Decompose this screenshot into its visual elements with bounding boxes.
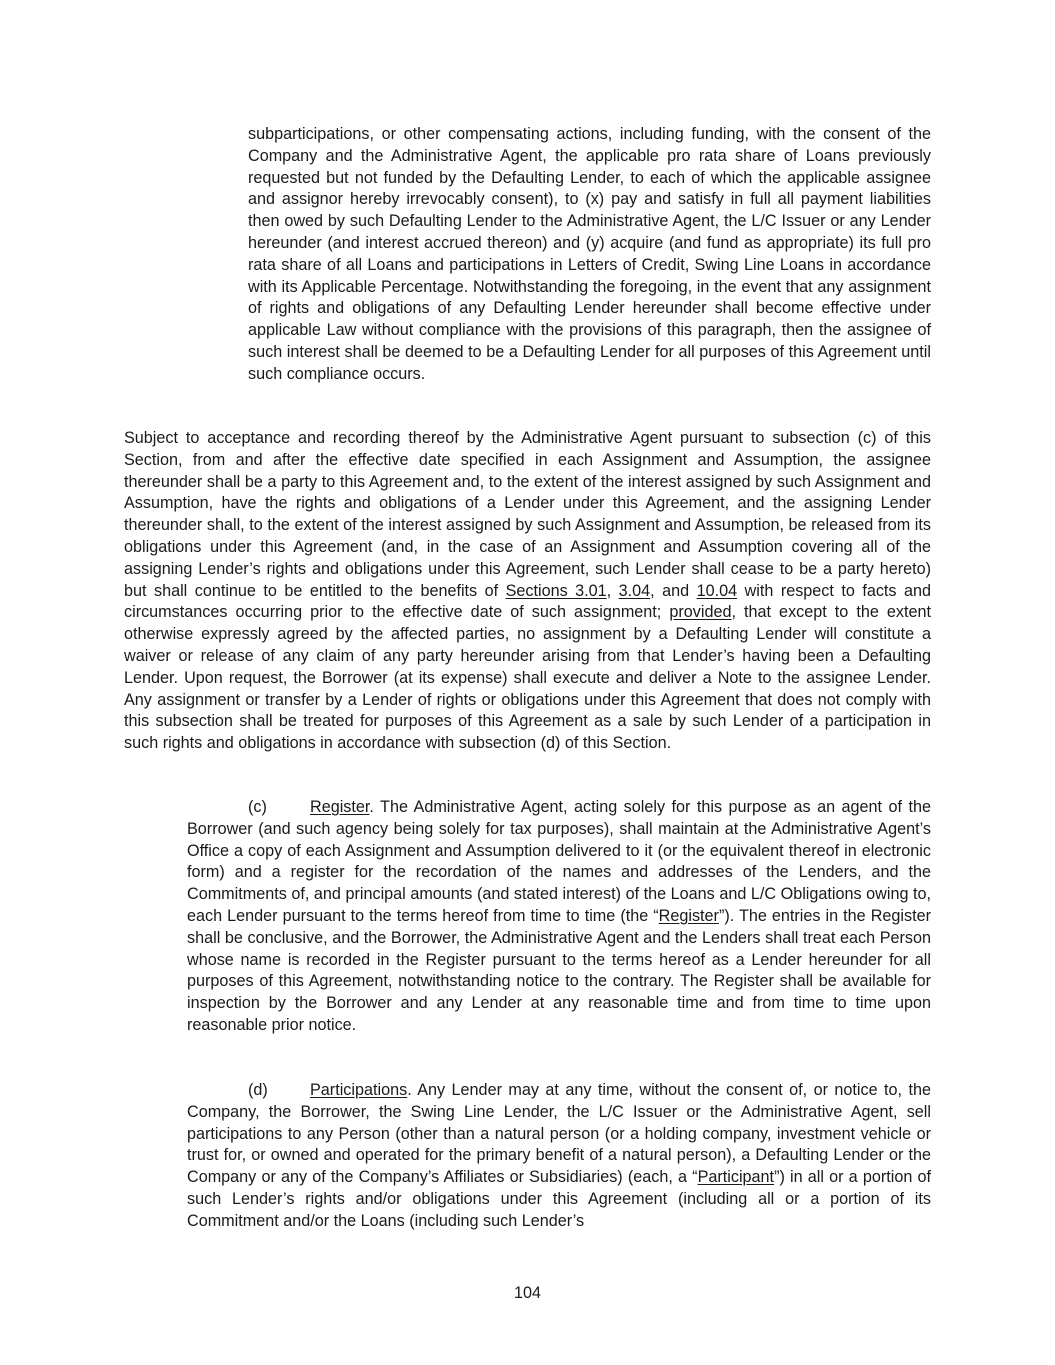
register-text-1: . The Administrative Agent, acting solely for this purpose as an agent of the Borrower (and such agency being solely for tax purposes), shall maintain at the Administrative Agent’s Office a copy of each Assignment and Assumption delivered to it (or the equivalent thereof in electronic form) and a register for the recordation of the names and addresses of the Lenders, and the Commitments of, and principal amounts (and stated interest) of the Loans and L/C Obligations owing to, each Lender pursuant to the terms hereof from time to time (the “	[187, 798, 931, 925]
clause-marker-c: (c)	[248, 798, 267, 816]
intro-text: subparticipations, or other compensating actions, including funding, with the consent of the Company and the Administrative Agent, the applicable pro rata share of Loans previously requested but not funded by the Defaulting Lender, to each of which the applicable assignee and assignor hereby irrevocably consent), to (x) pay and satisfy in full all payment liabilities then owed by such Defaulting Lender to the Administrative Agent, the L/C Issuer or any Lender hereunder (and interest accrued thereon) and (y) acquire (and fund as appropriate) its full pro rata share of all Loans and participations in Letters of Credit, Swing Line Loans in accordance with its Applicable Percentage. Notwithstanding the foregoing, in the event that any assignment of rights and obligations of any Defaulting Lender hereunder shall become effective under applicable Law without compliance with the provisions of this paragraph, then the assignee of such interest shall be deemed to be a Defaulting Lender for all purposes of this Agreement until such compliance occurs.	[248, 125, 931, 383]
subject-text-3: , that except to the extent otherwise expressly agreed by the affected parties, no assignment by a Defaulting Lender will constitute a waiver or release of any claim of any party hereunder arising from that Lender’s having been a Defaulting Lender. Upon request, the Borrower (at its expense) shall execute and deliver a Note to the assignee Lender. Any assignment or transfer by a Lender of rights or obligations under this Agreement that does not comply with this subsection shall be treated for purposes of this Agreement as a sale by such Lender of a participation in such rights and obligations in accordance with subsection (d) of this Section.	[124, 603, 931, 753]
participations-text-2: ”) in all or a portion of such Lender’s rights and/or obligations under this Agreement (including all or a portion of its Commitment and/or the Loans (including such Lender’s	[187, 1168, 932, 1230]
provided-term: provided	[669, 603, 732, 622]
paragraph-defaulting-lender-continuation	[248, 124, 931, 386]
separator-2: , and	[650, 581, 697, 600]
subject-text-1: Subject to acceptance and recording thereof by the Administrative Agent pursuant to subsection (c) of this Section, from and after the effective date specified in each Assignment and Assumption, the assignee thereunder shall be a party to this Agreement and, to the extent of the interest assigned by such Assignment and Assumption, have the rights and obligations of a Lender under this Agreement, and the assigning Lender thereunder shall, to the extent of the interest assigned by such Assignment and Assumption, be released from its obligations under this Agreement (and, in the case of an Assignment and Assumption covering all of the assigning Lender’s rights and obligations under this Agreement, such Lender shall cease to be a party hereto) but shall continue to be entitled to the benefits of	[124, 429, 931, 600]
page-number: 104	[513, 1284, 541, 1302]
cross-reference-10-04: 10.04	[696, 581, 738, 600]
paragraph-assignment-effect	[124, 428, 931, 755]
clause-marker-d: (d)	[248, 1081, 268, 1099]
participant-defined-term: Participant	[697, 1168, 775, 1187]
participations-text-1: . Any Lender may at any time, without the consent of, or notice to, the Company, the Borrower, the Swing Line Lender, the L/C Issuer or the Administrative Agent, sell participations to any Person (other than a natural person (or a holding company, investment vehicle or trust for, or owned and operated for the primary benefit of a natural person), a Defaulting Lender or the Company or any of the Company’s Affiliates or Subsidiaries) (each, a “	[187, 1081, 931, 1187]
paragraph-register	[187, 797, 931, 1037]
subject-text-2: with respect to facts and circumstances occurring prior to the effective date of such assignment;	[124, 581, 931, 622]
participations-heading: Participations	[310, 1081, 408, 1099]
register-text-2: ”). The entries in the Register shall be conclusive, and the Borrower, the Administrative Agent and the Lenders shall treat each Person whose name is recorded in the Register pursuant to the terms hereof as a Lender hereunder for all purposes of this Agreement, notwithstanding notice to the contrary. The Register shall be available for inspection by the Borrower and any Lender at any reasonable time and from time to time upon reasonable prior notice.	[187, 906, 931, 1034]
cross-reference-sections-3-01: Sections 3.01	[505, 581, 607, 600]
cross-reference-3-04: 3.04	[618, 581, 651, 600]
register-defined-term: Register	[658, 906, 719, 925]
paragraph-participations	[187, 1080, 931, 1233]
separator-1: ,	[606, 581, 619, 600]
register-heading: Register	[310, 798, 370, 816]
